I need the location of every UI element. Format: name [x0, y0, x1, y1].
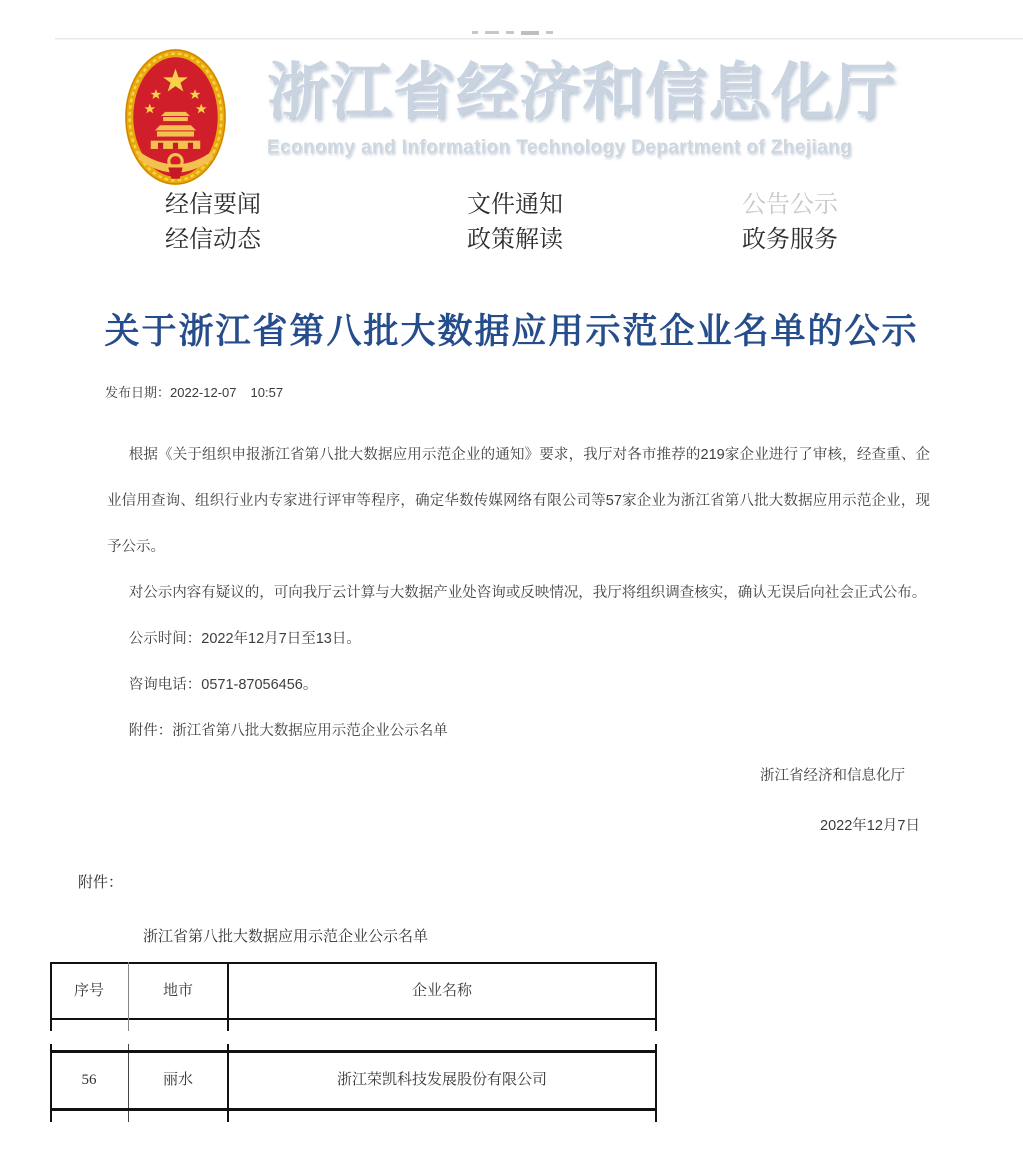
clipped-text-fragment — [472, 31, 568, 38]
publish-date-row — [105, 382, 283, 401]
main-nav — [165, 193, 905, 252]
col-header-seq: 序号 — [73, 982, 104, 999]
nav-item-wenjian-tongzhi[interactable]: 文件通知 — [467, 191, 563, 218]
paragraph: 根据《关于组织申报浙江省第八批大数据应用示范企业的通知》要求，我厅对各市推荐的219家企业进行了审核，经查重、企业信用查询、组织行业内专家进行评审等程序，确定华数传媒网络有限公司等57家企业为浙江省第八批大数据应用示范企业，现予公示。 — [107, 447, 930, 555]
article-body — [107, 432, 930, 754]
table-row-segment — [50, 1044, 657, 1122]
nav-item-jingxin-dongtai[interactable]: 经信动态 — [165, 226, 261, 253]
publish-time-value: 10:57 — [250, 385, 284, 400]
paragraph: 附件：浙江省第八批大数据应用示范企业公示名单 — [128, 723, 448, 739]
org-name-cn: 浙江省经济和信息化厅 — [267, 58, 898, 127]
nav-item-zhengwu-fuwu[interactable]: 政务服务 — [742, 226, 838, 253]
col-header-company: 企业名称 — [411, 982, 472, 999]
col-header-city: 地市 — [162, 982, 193, 999]
publish-date-value: 2022-12-07 — [170, 385, 237, 400]
org-name-en: Economy and Information Technology Department of Zhejiang — [267, 137, 853, 158]
national-emblem-icon — [123, 48, 228, 186]
row-company: 浙江荣凯科技发展股份有限公司 — [336, 1072, 547, 1088]
paragraph: 对公示内容有疑议的，可向我厅云计算与大数据产业处咨询或反映情况，我厅将组织调查核实，确认无误后向社会正式公布。 — [128, 585, 927, 601]
nav-item-jingxin-yaowen[interactable]: 经信要闻 — [165, 191, 261, 218]
nav-item-gonggao-gongshi[interactable]: 公告公示 — [742, 191, 838, 218]
attachment-label: 附件： — [78, 874, 124, 891]
paragraph: 咨询电话：0571-87056456。 — [128, 677, 318, 693]
signature-date: 2022年12月7日 — [820, 818, 920, 834]
publish-date-label: 发布日期： — [105, 385, 171, 400]
site-logo[interactable] — [123, 48, 897, 186]
brand-text — [267, 48, 897, 159]
signature-org: 浙江省经济和信息化厅 — [760, 768, 905, 784]
page-title: 关于浙江省第八批大数据应用示范企业名单的公示 — [104, 312, 919, 351]
paragraph: 公示时间：2022年12月7日至13日。 — [128, 631, 361, 647]
header-top-divider — [55, 38, 1023, 39]
table-header-segment — [50, 962, 657, 1031]
row-seq: 56 — [81, 1072, 97, 1088]
row-city: 丽水 — [162, 1072, 193, 1088]
nav-item-zhengce-jiedu[interactable]: 政策解读 — [467, 226, 563, 253]
attachment-table-title: 浙江省第八批大数据应用示范企业公示名单 — [143, 928, 429, 945]
